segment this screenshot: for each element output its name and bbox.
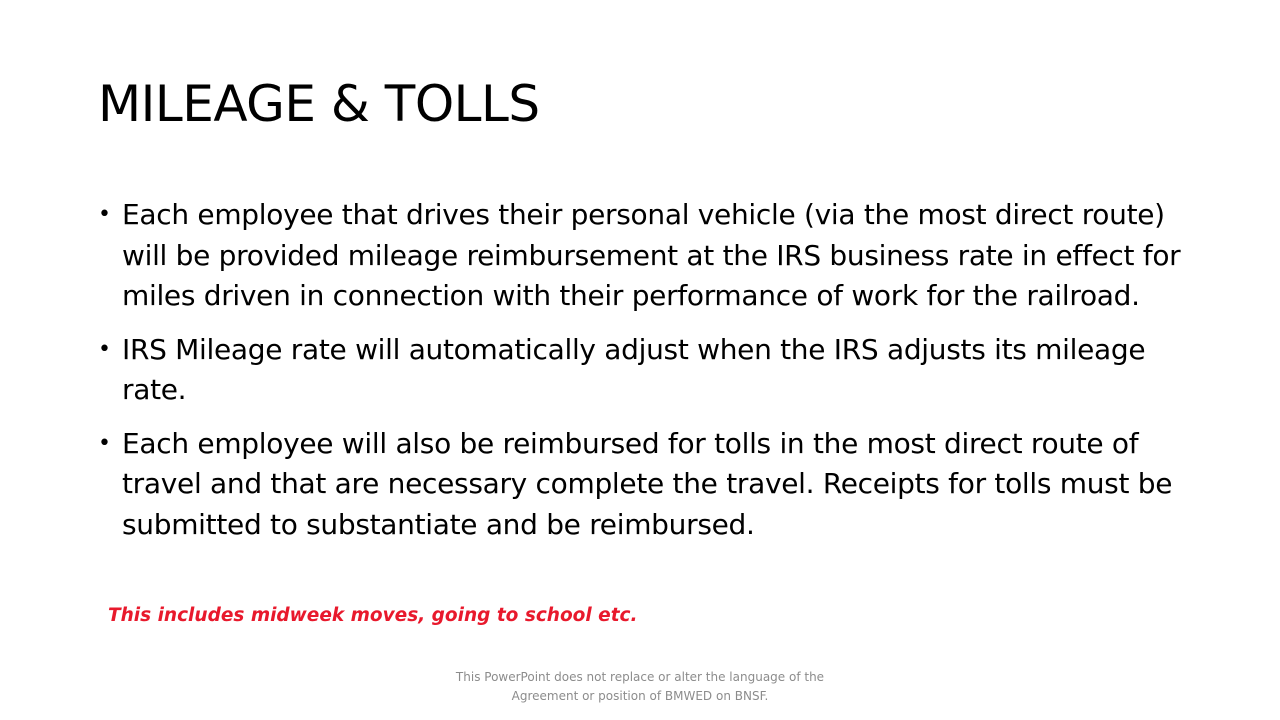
- bullet-dot-icon: •: [98, 202, 111, 227]
- disclaimer-line: This PowerPoint does not replace or alter the language of the: [455, 670, 825, 684]
- bullet-item-mileage-reimbursement: [98, 195, 1188, 317]
- bullet-item-tolls: [98, 424, 1188, 546]
- footer-disclaimer: [400, 668, 880, 706]
- highlight-note: This includes midweek moves, going to school etc.: [108, 605, 638, 626]
- bullet-text: IRS Mileage rate will automatically adjust when the IRS adjusts its mileage rate.: [122, 332, 1146, 406]
- bullet-list: [98, 195, 1188, 558]
- bullet-dot-icon: •: [98, 336, 111, 362]
- bullet-text: Each employee will also be reimbursed for tolls in the most direct route of travel and that are necessary complete the travel. Receipts for tolls must be submitted to substantiate and be reimbursed.: [122, 426, 1173, 541]
- disclaimer-line: Agreement or position of BMWED on BNSF.: [511, 689, 769, 703]
- bullet-item-irs-rate: [98, 330, 1188, 411]
- slide-title: MILEAGE & TOLLS: [98, 75, 540, 133]
- bullet-dot-icon: •: [98, 430, 111, 456]
- bullet-text: Each employee that drives their personal vehicle (via the most direct route) will be provided mileage reimbursement at the IRS business rate in effect for miles driven in connection with their performance of work for the railroad.: [122, 198, 1181, 312]
